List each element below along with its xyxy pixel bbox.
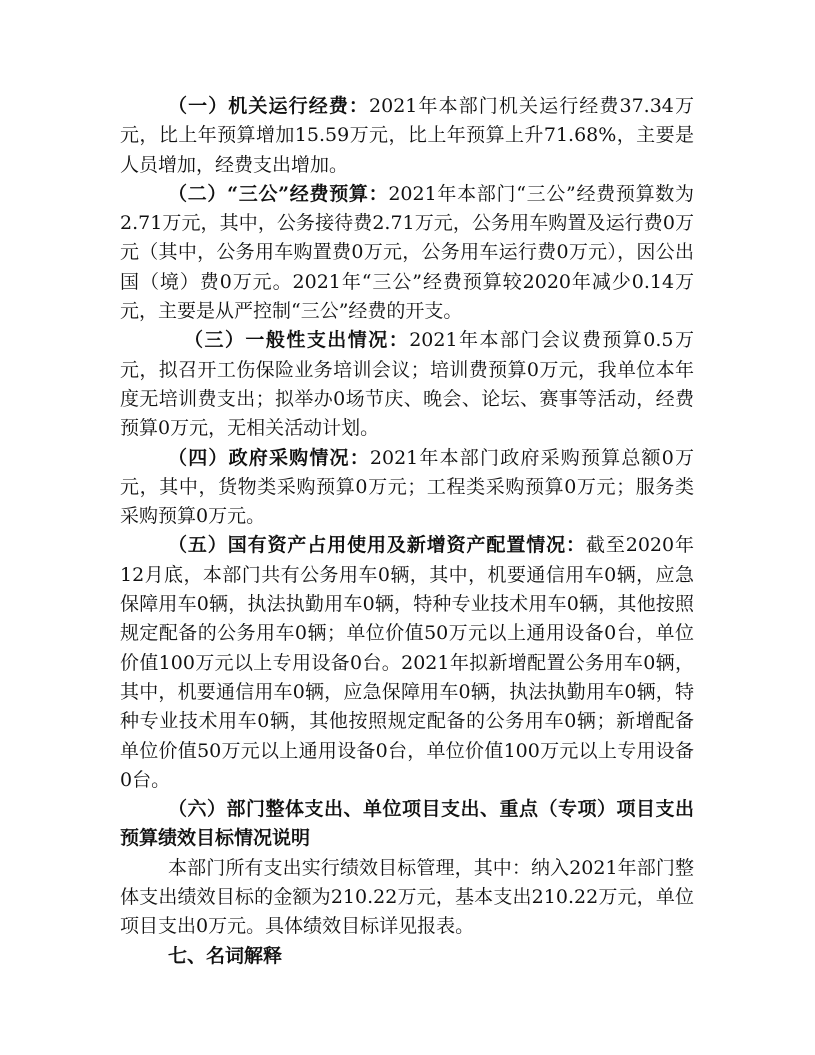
- section-body: 2021年本部门会议费预算0.5万元，拟召开工伤保险业务培训会议；培训费预算0万元，我单位本年度无培训费支出；拟举办0场节庆、晚会、论坛、赛事等活动，经费预算0万元，无相关活动计划。: [120, 329, 694, 440]
- section-body: 2021年本部门政府采购预算总额0万元，其中，货物类采购预算0万元；工程类采购预算0万元；服务类采购预算0万元。: [120, 446, 694, 528]
- section-heading: （五）国有资产占用使用及新增资产配置情况：: [168, 534, 586, 557]
- section-heading: （四）政府采购情况：: [168, 446, 370, 469]
- section-three-public-expenses: [120, 180, 694, 326]
- section-body: 2021年本部门机关运行经费37.34万元，比上年预算增加15.59万元，比上年预算上升71.68%，主要是人员增加，经费支出增加。: [120, 95, 694, 176]
- section-government-procurement: [120, 444, 694, 532]
- section-performance-targets-heading: （六）部门整体支出、单位项目支出、重点（专项）项目支出预算绩效目标情况说明: [120, 798, 694, 850]
- section-body: 截至2020年12月底，本部门共有公务用车0辆，其中，机要通信用车0辆，应急保障用车0辆，执法执勤用车0辆，特种专业技术用车0辆，其他按照规定配备的公务用车0辆；单位价值50万元以上通用设备0台，单位价值100万元以上专用设备0台。2021年拟新增配置公务用车0辆，其中，机要通信用车0辆，应急保障用车0辆，执法执勤用车0辆，特种专业技术用车0辆，其他按照规定配备的公务用车0辆；新增配备单位价值50万元以上通用设备0台，单位价值100万元以上专用设备0台。: [120, 534, 694, 791]
- section-heading: （二）“三公”经费预算：: [168, 182, 389, 205]
- section-performance-targets-body: 本部门所有支出实行绩效目标管理，其中：纳入2021年部门整体支出绩效目标的金额为210.22万元，基本支出210.22万元，单位项目支出0万元。具体绩效目标详见报表。: [120, 856, 694, 938]
- document-page: [120, 92, 694, 971]
- section-heading: （三）一般性支出情况：: [184, 329, 410, 352]
- section-general-expenditure: [120, 326, 694, 443]
- section-heading: （一）机关运行经费：: [168, 95, 370, 117]
- section-state-assets: [120, 531, 694, 795]
- chapter-heading-glossary: 七、名词解释: [168, 944, 283, 967]
- section-body: 2021年本部门“三公”经费预算数为2.71万元，其中，公务接待费2.71万元，公务用车购置及运行费0万元（其中，公务用车购置费0万元，公务用车运行费0万元），因公出国（境）费0万元。2021年“三公”经费预算较2020年减少0.14万元，主要是从严控制“三公”经费的开支。: [120, 182, 695, 323]
- section-admin-operating-costs: [120, 92, 694, 180]
